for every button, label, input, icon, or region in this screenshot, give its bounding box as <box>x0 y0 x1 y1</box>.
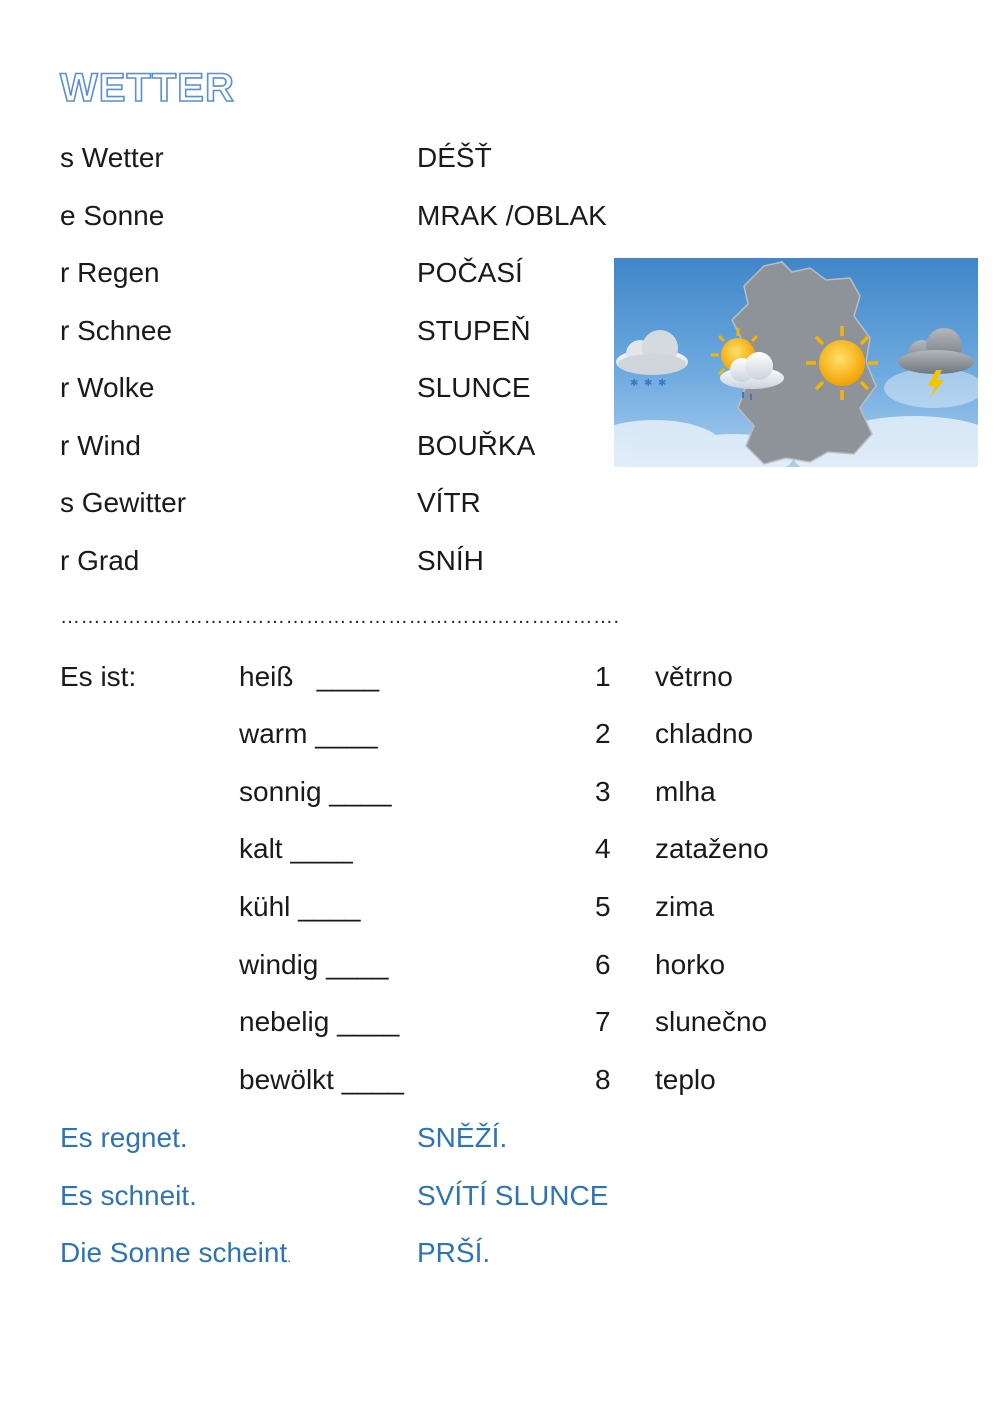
exercise-meaning: teplo <box>655 1064 716 1095</box>
vocab-german-item: r Regen <box>60 257 160 288</box>
phrase-czech: SNĚŽÍ. <box>417 1122 508 1153</box>
exercise-number: 3 <box>595 776 611 807</box>
vocab-german-item: s Wetter <box>60 142 164 173</box>
exercise-number: 2 <box>595 718 611 749</box>
vocab-german-item: r Wind <box>60 430 141 461</box>
vocab-czech-item: STUPEŇ <box>417 315 531 346</box>
exercise-meaning: větrno <box>655 661 733 692</box>
vocab-czech-item: BOUŘKA <box>417 430 536 461</box>
svg-text:✱: ✱ <box>658 378 667 389</box>
exercise-number: 6 <box>595 949 611 980</box>
vocab-german-item: r Schnee <box>60 315 173 346</box>
vocab-german-item: r Grad <box>60 545 140 576</box>
exercise-number: 8 <box>595 1064 611 1095</box>
vocab-czech-item: SNÍH <box>417 545 484 576</box>
phrase-german: Es regnet. <box>60 1122 188 1153</box>
page-title: WETTER <box>60 66 235 110</box>
exercise-adjective-blank: warm ____ <box>239 718 378 749</box>
exercise-meaning: slunečno <box>655 1006 768 1037</box>
exercise-meaning: zima <box>655 891 715 922</box>
exercise-meaning: zataženo <box>655 833 769 864</box>
exercise-meaning: mlha <box>655 776 716 807</box>
weather-map-image <box>614 258 978 467</box>
exercise-adjective-blank: windig ____ <box>239 949 389 980</box>
exercise-adjective-blank: nebelig ____ <box>239 1006 400 1037</box>
exercise-adjective-blank: kalt ____ <box>239 833 353 864</box>
exercise-meaning: chladno <box>655 718 754 749</box>
svg-text:✱: ✱ <box>630 378 639 389</box>
phrase-german-period: . <box>287 1249 292 1265</box>
exercise-number: 7 <box>595 1006 611 1037</box>
vocab-german-item: r Wolke <box>60 372 155 403</box>
vocab-czech-item: POČASÍ <box>417 257 523 288</box>
exercise-lead: Es ist: <box>60 661 137 692</box>
exercise-adjective-blank: kühl ____ <box>239 891 361 922</box>
phrase-czech: PRŠÍ. <box>417 1237 491 1268</box>
phrase-german-text: Die Sonne scheint <box>60 1237 288 1268</box>
exercise-adjective-blank: sonnig ____ <box>239 776 392 807</box>
vocab-czech-item: MRAK /OBLAK <box>417 200 607 231</box>
vocab-german-item: s Gewitter <box>60 487 187 518</box>
exercise-number: 5 <box>595 891 611 922</box>
vocab-german-item: e Sonne <box>60 200 165 231</box>
vocab-czech-item: SLUNCE <box>417 372 531 403</box>
svg-text:✱: ✱ <box>644 378 653 389</box>
phrase-german <box>60 1236 291 1274</box>
phrase-czech: SVÍTÍ SLUNCE <box>417 1180 609 1211</box>
exercise-adjective-blank: bewölkt ____ <box>239 1064 405 1095</box>
vocab-czech-item: VÍTR <box>417 487 481 518</box>
exercise-number: 1 <box>595 661 611 692</box>
phrase-german: Es schneit. <box>60 1180 197 1211</box>
exercise-adjective-blank: heiß ____ <box>239 661 380 692</box>
divider-line: ………………………………………………………………………. <box>60 606 620 628</box>
vocab-czech-item: DÉŠŤ <box>417 142 492 173</box>
exercise-number: 4 <box>595 833 611 864</box>
exercise-meaning: horko <box>655 949 726 980</box>
weather-map-illustration <box>614 258 978 467</box>
